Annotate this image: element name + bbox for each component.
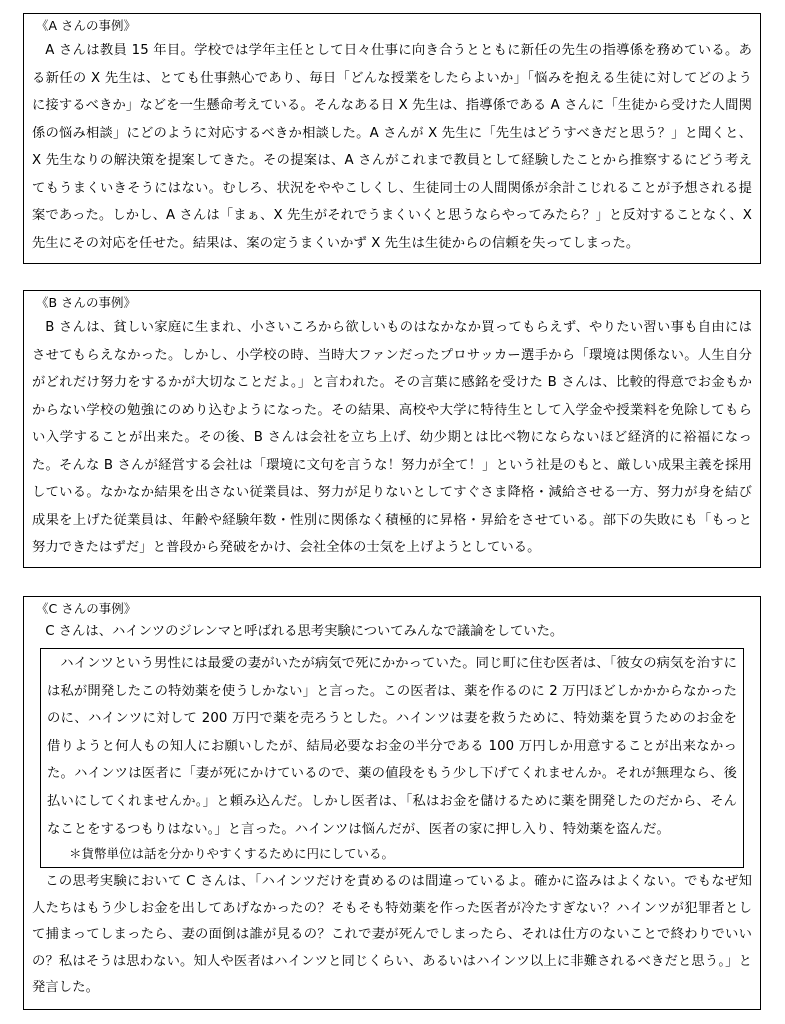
case-a-box xyxy=(23,13,761,264)
case-a-heading: 《A さんの事例》 xyxy=(36,18,137,33)
case-a-body: A さんは教員 15 年目。学校では学年主任として日々仕事に向き合うとともに新任の先生の指導係を務めている。ある新任の X 先生は、とても仕事熱心であり、毎日「どんな授業をしたらよいか」「悩みを抱える生徒に対してどのように接するべきか」などを一生懸命考えている。そんなある日 X 先生は、指導係である A さんに「生徒から受けた人間関係の悩み相談」にどのように対応するべきか相談した。A さんが X 先生に「先生はどうすべきだと思う？」と聞くと、X 先生なりの解決策を提案してきた。その提案は、A さんがこれまで教員として経験したことから推察するにどう考えてもうまくいきそうにはない。むしろ、状況をややこしくし、生徒同士の人間関係が余計こじれることが予想される提案であった。しかし、A さんは「まぁ、X 先生がそれでうまくいくと思うならやってみたら？」と反対することなく、X 先生にその対応を任せた。結果は、案の定うまくいかず X 先生は生徒からの信頼を失ってしまった。 xyxy=(32,43,752,251)
heinz-dilemma-box xyxy=(40,648,744,868)
case-b-heading: 《B さんの事例》 xyxy=(36,295,137,310)
case-b-body: B さんは、貧しい家庭に生まれ、小さいころから欲しいものはなかなか買ってもらえず、やりたい習い事も自由にはさせてもらえなかった。しかし、小学校の時、当時大ファンだったプロサッカー選手から「環境は関係ない。人生自分がどれだけ努力をするかが大切なことだよ。」と言われた。その言葉に感銘を受けた B さんは、比較的得意でお金もかからない学校の勉強にのめり込むようになった。その結果、高校や大学に特待生として入学金や授業料を免除してもらい入学することが出来た。その後、B さんは会社を立ち上げ、幼少期とは比べ物にならないほど経済的に裕福になった。そんな B さんが経営する会社は「環境に文句を言うな！努力が全て！」という社是のもと、厳しい成果主義を採用している。なかなか結果を出さない従業員は、努力が足りないとしてすぐさま降格・減給させる一方、努力が身を結び成果を上げた従業員は、年齢や経験年数・性別に関係なく積極的に昇格・昇給をさせている。部下の失敗にも「もっと努力できたはずだ」と普段から発破をかけ、会社全体の士気を上げようとしている。 xyxy=(32,320,752,555)
case-c-intro: C さんは、ハインツのジレンマと呼ばれる思考実験についてみんなで議論をしていた。 xyxy=(45,624,564,639)
case-c-outro: この思考実験において C さんは、「ハインツだけを責めるのは間違っているよ。確かに盗みはよくない。でもなぜ知人たちはもう少しお金を出してあげなかったの？そもそも特効薬を作った医者が冷たすぎない？ハインツが犯罪者として捕まってしまったら、妻の面倒は誰が見るの？これで妻が死んでしまったら、それは仕方のないことで終わりでいいの？私はそうは思わない。知人や医者はハインツと同じくらい、あるいはハインツ以上に非難されるべきだと思う。」と発言した。 xyxy=(32,874,752,996)
heinz-dilemma-story: ハインツという男性には最愛の妻がいたが病気で死にかかっていた。同じ町に住む医者は、「彼女の病気を治すには私が開発したこの特効薬を使うしかない」と言った。この医者は、薬を作るのに 2 万円ほどしかかからなかったのに、ハインツに対して 200 万円で薬を売ろうとした。ハインツは妻を救うために、特効薬を買うためのお金を借りようと何人もの知人にお願いしたが、結局必要なお金の半分である 100 万円しか用意することが出来なかった。ハインツは医者に「妻が死にかけているので、薬の値段をもう少し下げてくれませんか。それが無理なら、後払いにしてくれませんか。」と頼み込んだ。しかし医者は、「私はお金を儲けるために薬を開発したのだから、そんなことをするつもりはない。」と言った。ハインツは悩んだが、医者の家に押し入り、特効薬を盗んだ。 xyxy=(47,656,737,837)
case-c-heading: 《C さんの事例》 xyxy=(36,601,137,616)
case-c-box xyxy=(23,596,761,1010)
case-b-box xyxy=(23,290,761,568)
currency-note: ＊貨幣単位は話を分かりやすくするために円にしている。 xyxy=(69,846,395,862)
